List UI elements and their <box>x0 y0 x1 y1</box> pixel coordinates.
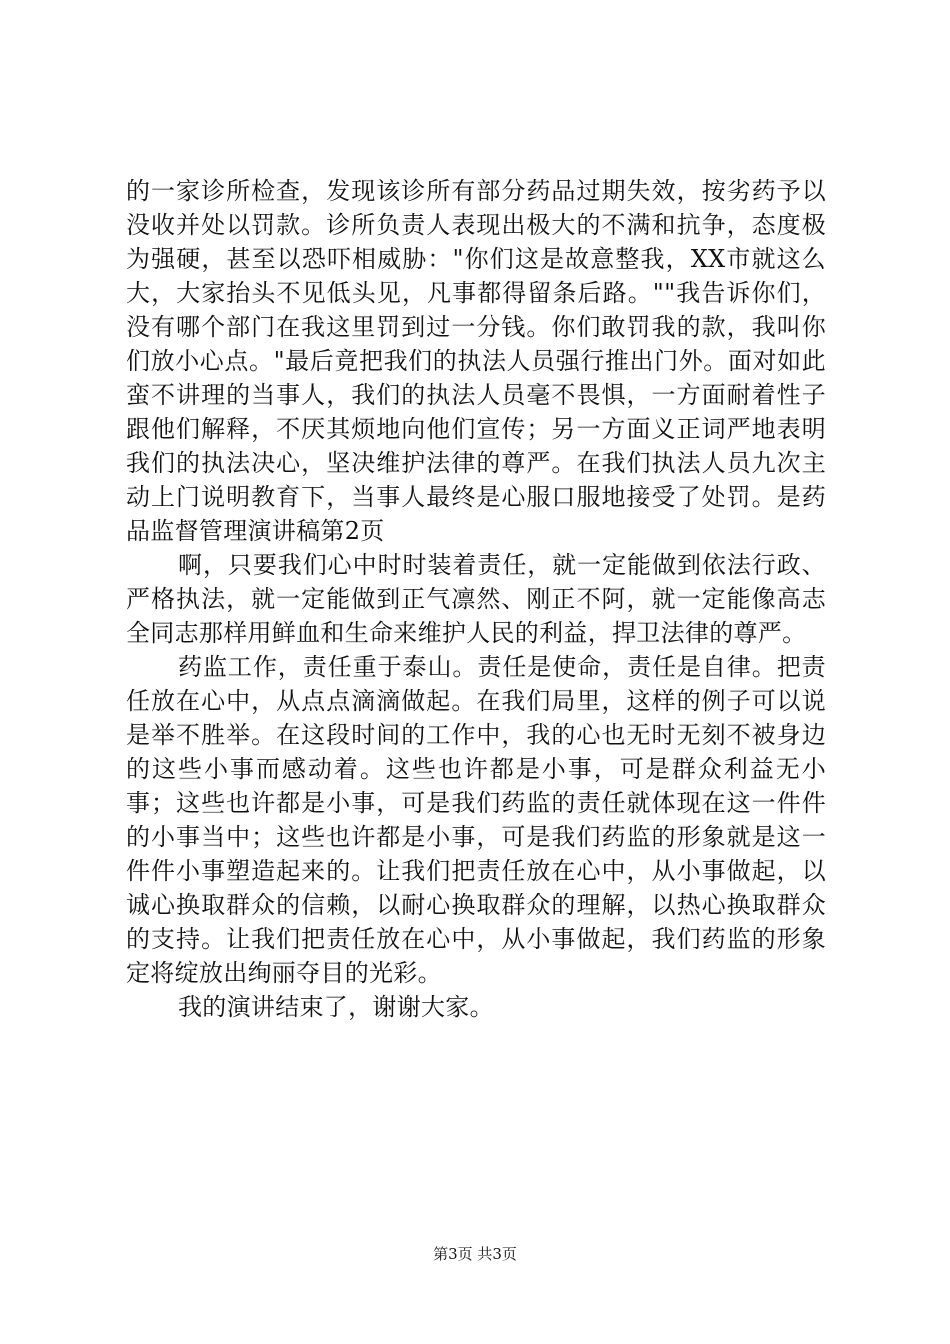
paragraph-1: 的一家诊所检查，发现该诊所有部分药品过期失效，按劣药予以没收并处以罚款。诊所负责人表现出极大的不满和抗争，态度极为强硬，甚至以恐吓相威胁："你们这是故意整我，XX市就这么大，大家抬头不见低头见，凡事都得留条后路。""我告诉你们，没有哪个部门在我这里罚到过一分钱。你们敢罚我的款，我叫你们放小心点。"最后竟把我们的执法人员强行推出门外。面对如此蛮不讲理的当事人，我们的执法人员毫不畏惧，一方面耐着性子跟他们解释，不厌其烦地向他们宣传；另一方面义正词严地表明我们的执法决心，坚决维护法律的尊严。在我们执法人员九次主动上门说明教育下，当事人最终是心服口服地接受了处罚。是药品监督管理演讲稿第2页 <box>126 177 826 545</box>
page-footer: 第3页 共3页 <box>433 1245 517 1263</box>
document-body <box>126 174 826 1024</box>
paragraph-2: 啊，只要我们心中时时装着责任，就一定能做到依法行政、严格执法，就一定能做到正气凛然、刚正不阿，就一定能像高志全同志那样用鲜血和生命来维护人民的利益，捍卫法律的尊严。 <box>126 551 826 647</box>
paragraph-4: 我的演讲结束了，谢谢大家。 <box>178 993 494 1021</box>
paragraph-3: 药监工作，责任重于泰山。责任是使命，责任是自律。把责任放在心中，从点点滴滴做起。在我们局里，这样的例子可以说是举不胜举。在这段时间的工作中，我的心也无时无刻不被身边的这些小事而感动着。这些也许都是小事，可是群众利益无小事；这些也许都是小事，可是我们药监的责任就体现在这一件件的小事当中；这些也许都是小事，可是我们药监的形象就是这一件件小事塑造起来的。让我们把责任放在心中，从小事做起，以诚心换取群众的信赖，以耐心换取群众的理解，以热心换取群众的支持。让我们把责任放在心中，从小事做起，我们药监的形象定将绽放出绚丽夺目的光彩。 <box>126 653 826 987</box>
